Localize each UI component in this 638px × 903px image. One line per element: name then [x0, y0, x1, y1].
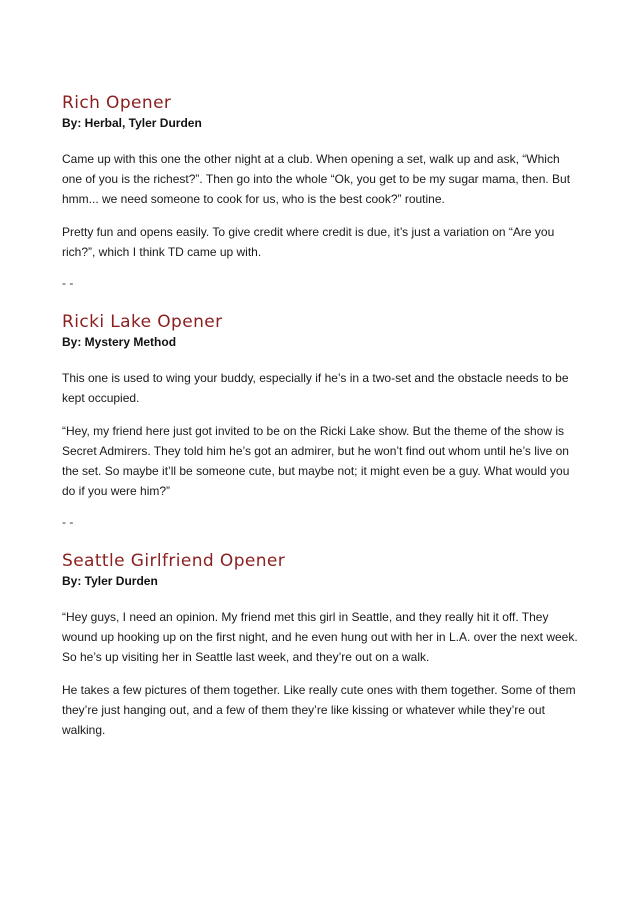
section-separator: - -: [62, 276, 74, 290]
section-rich-opener: [62, 92, 582, 311]
section-separator: - -: [62, 515, 74, 529]
paragraph: He takes a few pictures of them together. Like really cute ones with them together. Some of them they’re just hanging out, and a few of them they’re like kissing or whatever while they’re out walking.: [62, 683, 576, 737]
document-page: [62, 92, 582, 740]
section-byline: By: Mystery Method: [62, 335, 177, 349]
paragraph: This one is used to wing your buddy, especially if he’s in a two-set and the obstacle needs to be kept occupied.: [62, 371, 569, 405]
section-title: Seattle Girlfriend Opener: [62, 551, 286, 571]
paragraph: “Hey guys, I need an opinion. My friend met this girl in Seattle, and they really hit it off. They wound up hooking up on the first night, and he even hung out with her in L.A. over the next week. So he’s up visiting her in Seattle last week, and they’re out on a walk.: [62, 610, 578, 664]
paragraph: Came up with this one the other night at a club. When opening a set, walk up and ask, “Which one of you is the richest?”. Then go into the whole “Ok, you get to be my sugar mama, then. But hmm... we need someone to cook for us, who is the best cook?” routine.: [62, 152, 571, 206]
section-seattle-girlfriend-opener: [62, 550, 582, 740]
paragraph: Pretty fun and opens easily. To give credit where credit is due, it’s just a variation on “Are you rich?”, which I think TD came up with.: [62, 225, 555, 259]
section-title: Rich Opener: [62, 93, 172, 113]
section-title: Ricki Lake Opener: [62, 312, 223, 332]
section-byline: By: Tyler Durden: [62, 574, 158, 588]
section-byline: By: Herbal, Tyler Durden: [62, 116, 202, 130]
paragraph: “Hey, my friend here just got invited to be on the Ricki Lake show. But the theme of the show is Secret Admirers. They told him he’s got an admirer, but he won’t find out whom until he’s live on the set. So maybe it’ll be someone cute, but maybe not; it might even be a guy. What would you do if you were him?”: [62, 424, 570, 498]
section-ricki-lake-opener: [62, 311, 582, 550]
